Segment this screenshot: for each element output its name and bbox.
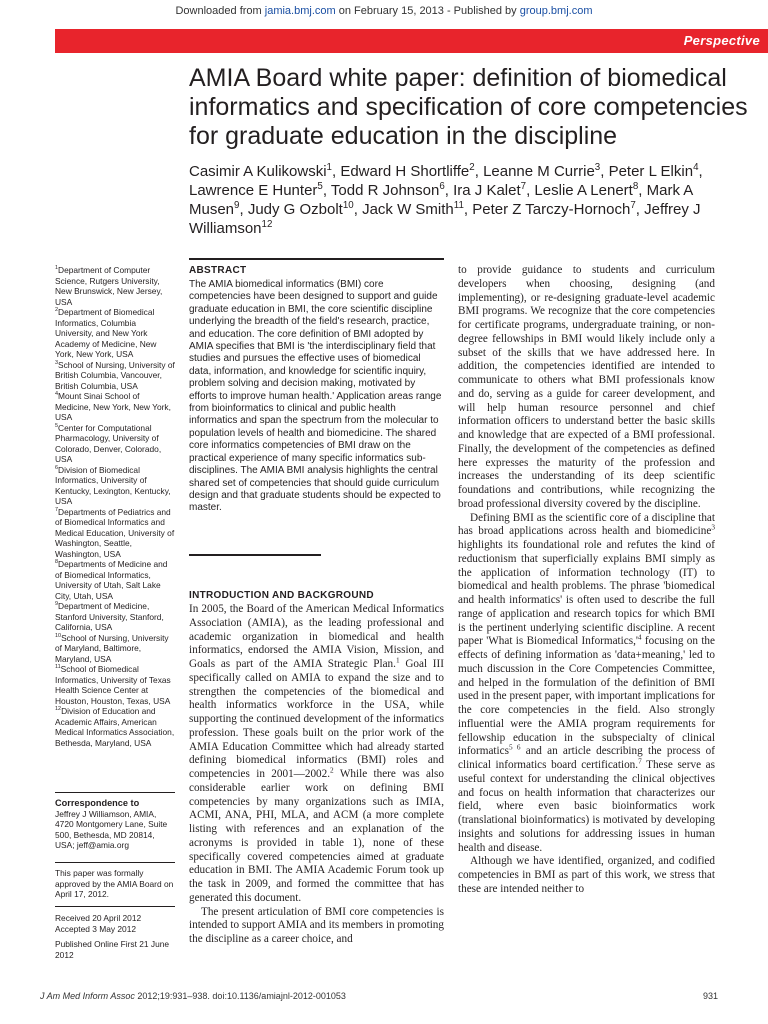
article-dates: [55, 913, 175, 960]
author-affiliation-marker: 2: [469, 162, 475, 173]
section-label: Perspective: [683, 33, 760, 48]
affiliation-text: Division of Biomedical Informatics, University of Kentucky, Lexington, Kentucky, USA: [55, 464, 171, 506]
affiliation-item: [55, 601, 175, 633]
affiliation-text: Center for Computational Pharmacology, University of Colorado, Denver, Colorado, USA: [55, 422, 162, 464]
citation-footer: J Am Med Inform Assoc 2012;19:931–938. doi:10.1136/amiajnl-2012-001053: [40, 991, 346, 1001]
text-segment: These serve as useful context for understanding the clinical objectives and focus on health information that characterizes our field, where even basic bioinformatics work (translational bioinformatics) is motivated by developing insights and solutions for addressing issues in human health and disease.: [458, 759, 716, 854]
article-title: AMIA Board white paper: definition of biomedical informatics and specification of core competencies for graduate education in the discipline: [189, 64, 748, 150]
author-name: Edward H Shortliffe: [340, 163, 470, 180]
intro-body: [189, 603, 444, 947]
intro-paragraph: The present articulation of BMI core competencies is intended to support AMIA and its members in promoting the discipline as a career choice, and: [189, 905, 444, 945]
author-affiliation-marker: 7: [630, 200, 636, 211]
author-name: Mark A Musen: [189, 182, 693, 218]
body-paragraph: [458, 512, 715, 856]
author-name: Judy G Ozbolt: [247, 201, 343, 218]
affiliation-item: [55, 391, 175, 423]
affiliation-number: 8: [55, 559, 59, 566]
body-paragraph: Although we have identified, organized, and codified competencies in BMI as part of this work, we stress that these are intended neither to: [458, 855, 715, 895]
divider: [55, 862, 175, 863]
affiliation-item: [55, 633, 175, 665]
abstract-heading: ABSTRACT: [189, 265, 247, 276]
affiliation-number: 5: [55, 422, 59, 429]
author-affiliation-marker: 7: [520, 181, 527, 192]
received-date: Received 20 April 2012: [55, 913, 142, 923]
affiliation-text: Division of Education and Academic Affairs, American Medical Informatics Association, Bethesda, Maryland, USA: [55, 706, 175, 748]
affiliation-text: Departments of Medicine and of Biomedical Informatics, University of Utah, Salt Lake City, Utah, USA: [55, 559, 168, 601]
intro-paragraph: [189, 603, 444, 906]
citation-ref: 7: [638, 757, 642, 766]
author-affiliation-marker: 10: [342, 200, 354, 211]
affiliation-number: 12: [55, 706, 62, 713]
affiliation-text: Department of Computer Science, Rutgers University, New Brunswick, New Jersey, USA: [55, 265, 163, 307]
citation-ref: 3: [711, 523, 715, 532]
author-list: Casimir A Kulikowski$^1$, Edward H Shortliffe$^2$, Leanne M Currie$^3$, Peter L Elkin$^4$, Lawrence E Hunter$^5$, Todd R Johnson$^6$, Ira J Kalet$^7$, Leslie A Lenert$^8$, Mark A Musen$^9$, Judy G Ozbolt$^{10}$, Jack W Smith$^{11}$, Peter Z Tarczy-Hornoch$^7$, Jeffrey J Williamson$^{12}$: [189, 162, 703, 237]
affiliation-number: 2: [55, 307, 59, 314]
affiliation-number: 4: [55, 391, 59, 398]
author-name: Jeffrey J Williamson: [189, 201, 701, 237]
affiliation-text: School of Nursing, University of Maryland, Baltimore, Maryland, USA: [55, 632, 169, 664]
jamia-link[interactable]: jamia.bmj.com: [264, 5, 336, 17]
text-segment: Goal III specifically called on AMIA to expand the size and to strengthen the competencies of the biomedical and health informatics workforce in the USA, while supporting the continued development of the informatics profession. These goals built on the prior work of the AMIA Education Committee which had already started defining biomedical informatics (BMI) roles and competencies in 2001—2002.: [189, 658, 444, 780]
author-affiliation-marker: 4: [693, 162, 699, 173]
author-affiliation-marker: 8: [632, 181, 639, 192]
text-segment: While there was also considerable earlier work on defining BMI competencies by many organizations such as IMIA, ACMI, ANA, PHI, MLA, and ACM (a more complete listing with references and an explanation of the acronyms is provided in table 1), none of these specifically covered competencies aimed at graduate education in BMI. The AMIA Academic Forum took up the task in 2009, and formed the committee that has generated this document.: [189, 768, 444, 904]
citation-ref: 2: [330, 766, 334, 775]
author-affiliation-marker: 1: [326, 162, 332, 173]
approval-note: This paper was formally approved by the AMIA Board on April 17, 2012.: [55, 868, 174, 899]
citation-ref: 5 6: [508, 743, 521, 752]
group-bmj-link[interactable]: group.bmj.com: [519, 5, 593, 17]
author-name: Peter L Elkin: [608, 163, 694, 180]
affiliation-number: 1: [55, 265, 59, 272]
right-column: [458, 264, 715, 897]
download-notice: Downloaded from jamia.bmj.com on February 15, 2013 - Published by group.bmj.com: [175, 5, 593, 17]
citation-ref: 1: [395, 656, 400, 665]
author-name: Leanne M Currie: [483, 163, 595, 180]
section-banner: [55, 29, 768, 53]
text-segment: highlights its foundational role and refutes the kind of reductionism that superficially explains BMI simply as the application of information technology (IT) to biomedical and health problems. The phrase 'biomedical and health informatics' is often used to describe the full range of application and research topics for which BMI is the pertinent underlying scientific discipline. A recent paper 'What is Biomedical Informatics,': [458, 539, 715, 648]
affiliation-number: 3: [55, 359, 59, 366]
affiliation-text: Department of Medicine, Stanford University, Stanford, California, USA: [55, 601, 164, 632]
affiliation-item: [55, 307, 175, 360]
affiliation-text: Departments of Pediatrics and of Biomedical Informatics and Medical Education, University of Washington, Seattle, Washington, USA: [55, 506, 175, 559]
body-paragraph: to provide guidance to students and curriculum developers when choosing, designing (and implementing), or re-designing graduate-level academic BMI programs. We recognize that the core competencies for certificate programs, undergraduate training, or non-degree fellowships in BMI would likely include only a subset of the skills that we have addressed here. In addition, the competencies identified are intended to communicate to others what BMI professionals know and do, serving as a guide for career development, and will help human resource personnel and chief information officers to understand better the basic skills and knowledge that are expected of a BMI professional. Finally, the development of the competencies as defined here expresses the maturity of the profession and increases the understanding of its deep scientific foundations and contributions, while recognizing the broad professional diversity covered by the discipline.: [458, 264, 715, 510]
abstract-rule: [189, 258, 444, 260]
divider: [55, 906, 175, 907]
page-number: 931: [703, 991, 719, 1001]
author-name: Casimir A Kulikowski: [189, 163, 327, 180]
affiliation-text: Mount Sinai School of Medicine, New York, New York, USA: [55, 391, 171, 422]
author-name: Leslie A Lenert: [534, 182, 633, 199]
affiliation-text: School of Nursing, University of British Columbia, Vancouver, British Columbia, USA: [55, 359, 175, 391]
text-segment: and an article describing the process of clinical informatics board certification.: [458, 745, 715, 771]
affiliation-item: [55, 706, 175, 748]
correspondence: [55, 798, 175, 851]
text-segment: focusing on the effects of defining information as 'data+meaning,' led to much discussion in the Core Competencies Committee, and helped in the formulation of the definition of BMI used in the present paper, with important implications for the core competencies in the field. Also strongly influential were the AMIA program requirements for fellowship education in the subspecialty of clinical informatics: [458, 635, 715, 758]
affiliation-item: [55, 664, 175, 706]
abstract-text: The AMIA biomedical informatics (BMI) core competencies have been designed to support and guide graduate education in BMI, the core scientific discipline underlying the breadth of the field's research, practice, and education. The core definition of BMI adopted by AMIA specifies that BMI is 'the interdisciplinary field that studies and pursues the effective uses of biomedical data, information, and knowledge for scientific inquiry, problem solving and decision making, motivated by efforts to improve human health.' Application areas range from bioinformatics to clinical and public health informatics and span the spectrum from the molecular to population levels of health and biomedicine. The shared core informatics competencies of BMI draw on the practical experience of many specific informatics sub-disciplines. The AMIA BMI analysis highlights the central shared set of competencies that should guide curriculum design and that graduate students should be expected to master.: [189, 279, 442, 514]
affiliations: [55, 265, 175, 748]
affiliation-number: 10: [55, 632, 62, 639]
affiliation-item: [55, 423, 175, 465]
intro-heading: INTRODUCTION AND BACKGROUND: [189, 590, 374, 601]
accepted-date: Accepted 3 May 2012: [55, 923, 137, 934]
text-segment: In 2005, the Board of the American Medical Informatics Association (AMIA), as the leading professional and academic organization in biomedical and health informatics, endorsed the AMIA Vision, Mission, and Goals as part of the AMIA Strategic Plan.: [189, 603, 444, 670]
affiliation-item: [55, 360, 175, 392]
affiliation-number: 6: [55, 464, 59, 471]
author-name: Jack W Smith: [362, 201, 454, 218]
affiliation-number: 9: [55, 601, 59, 608]
divider: [55, 792, 175, 793]
citation-ref: 4: [637, 633, 642, 642]
abstract-end-rule: [189, 554, 321, 556]
correspondence-heading: Correspondence to: [55, 798, 140, 808]
author-affiliation-marker: 11: [453, 200, 464, 211]
affiliation-item: [55, 507, 175, 560]
affiliation-text: School of Biomedical Informatics, University of Texas Health Science Center at Houston, Houston, Texas, USA: [55, 664, 171, 706]
affiliation-item: [55, 265, 175, 307]
author-affiliation-marker: 5: [317, 181, 323, 192]
author-name: Peter Z Tarczy-Hornoch: [472, 201, 631, 218]
text-segment: Defining BMI as the scientific core of a discipline that has broad applications across health and biomedicine: [458, 511, 715, 538]
published-date: Published Online First 21 June 2012: [55, 939, 170, 960]
affiliation-item: [55, 465, 175, 507]
author-affiliation-marker: 9: [234, 200, 240, 211]
affiliation-number: 7: [55, 506, 59, 513]
author-affiliation-marker: 3: [594, 162, 601, 173]
correspondence-text: Jeffrey J Williamson, AMIA, 4720 Montgomery Lane, Suite 500, Bethesda, MD 20814, USA; jeff@amia.org: [55, 808, 168, 850]
author-name: Ira J Kalet: [453, 182, 521, 199]
author-name: Lawrence E Hunter: [189, 182, 318, 199]
author-affiliation-marker: 12: [261, 219, 273, 230]
author-affiliation-marker: 6: [439, 181, 445, 192]
affiliation-text: Department of Biomedical Informatics, Columbia University, and New York Academy of Medicine, New York, New York, USA: [55, 307, 157, 359]
author-name: Todd R Johnson: [330, 182, 440, 199]
affiliation-number: 11: [55, 664, 61, 671]
affiliation-item: [55, 559, 175, 601]
